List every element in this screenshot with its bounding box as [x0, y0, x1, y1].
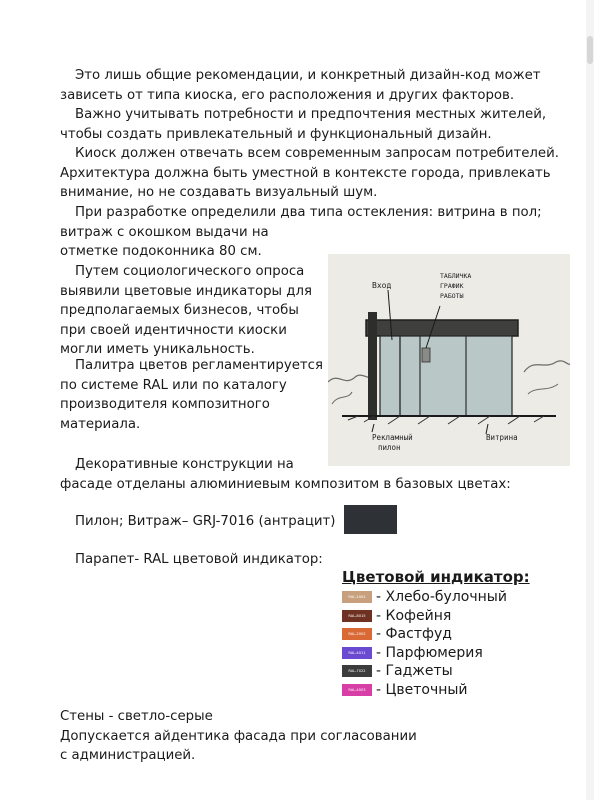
legend-list — [342, 588, 582, 699]
color-chip: RAL-7022 — [342, 665, 372, 677]
paragraph-decorative — [60, 455, 511, 494]
text-line: Путем социологического опроса — [75, 264, 305, 279]
text-line: зависеть от типа киоска, его расположения и других факторов. — [60, 87, 515, 103]
text-line: Это лишь общие рекомендации, и конкретный дизайн-код может — [75, 68, 541, 83]
text-line: производителя композитного — [60, 397, 270, 413]
text-line: Декоративные конструкции на — [75, 457, 294, 472]
text-line: внимание, но не создавать визуальный шум. — [60, 185, 378, 201]
legend-item — [342, 607, 582, 626]
paragraph-glazing-types — [60, 203, 542, 262]
text-line: Важно учитывать потребности и предпочтения местных жителей, — [75, 107, 547, 122]
legend-label: - Гаджеты — [376, 663, 453, 679]
label-pylon-1: Рекламный — [372, 433, 413, 442]
legend-label: - Кофейня — [376, 607, 452, 624]
color-chip: RAL-4003 — [342, 684, 372, 696]
text-line: Стены - светло-серые — [60, 709, 213, 724]
color-chip: RAL-1001 — [342, 591, 372, 603]
paragraph-walls — [60, 707, 417, 766]
text-line: витраж с окошком выдачи на — [60, 224, 269, 240]
text-line: Киоск должен отвечать всем современным запросам потребителей. — [75, 146, 559, 161]
text-line: фасаде отделаны алюминиевым композитом в базовых цветах: — [60, 476, 511, 492]
legend-item — [342, 644, 582, 663]
anthracite-swatch — [344, 505, 397, 534]
legend-item — [342, 662, 582, 681]
label-sign-2: ГРАФИК — [440, 282, 464, 290]
label-pylon-2: пилон — [378, 443, 401, 452]
pylon-glazing-color: Пилон; Витраж– GRJ-7016 (антрацит) — [75, 514, 336, 529]
text-line: Палитра цветов регламентируется — [75, 358, 323, 373]
vertical-scrollbar[interactable] — [586, 0, 594, 800]
legend-item — [342, 625, 582, 644]
legend-label: - Цветочный — [376, 681, 468, 698]
text-line: Допускается айдентика фасада при согласовании — [60, 728, 417, 744]
paragraph-palette — [60, 356, 323, 434]
legend-label: - Хлебо-булочный — [376, 589, 507, 605]
text-line: Архитектура должна быть уместной в контексте города, привлекать — [60, 165, 551, 181]
paragraph-kiosk-requirements — [60, 144, 559, 203]
text-line: материала. — [60, 416, 141, 432]
text-line: выявили цветовые индикаторы для — [60, 283, 312, 299]
legend-label: - Фастфуд — [376, 626, 452, 642]
label-showcase: Витрина — [486, 433, 518, 442]
text-line: отметке подоконника 80 см. — [60, 244, 262, 260]
kiosk-sketch — [328, 254, 570, 466]
scrollbar-thumb[interactable] — [587, 36, 593, 64]
legend-item — [342, 588, 582, 607]
text-line: при своей идентичности киоски — [60, 322, 287, 338]
text-line: предполагаемых бизнесов, чтобы — [60, 303, 299, 319]
text-line: по системе RAL или по каталогу — [60, 377, 287, 393]
legend-item — [342, 681, 582, 700]
legend-label: - Парфюмерия — [376, 644, 483, 661]
paragraph-resident-needs — [60, 105, 546, 144]
text-line: могли иметь уникальность. — [60, 342, 255, 358]
paragraph-survey — [60, 262, 312, 360]
color-indicator-legend — [342, 566, 582, 699]
parapet-color: Парапет- RAL цветовой индикатор: — [75, 552, 323, 567]
legend-title: Цветовой индикатор: — [342, 568, 530, 586]
label-sign-3: РАБОТЫ — [440, 292, 464, 300]
text-line: При разработке определили два типа остекления: витрина в пол; — [75, 205, 542, 220]
label-sign-1: ТАБЛИЧКА — [440, 272, 472, 280]
text-line: чтобы создать привлекательный и функциональный дизайн. — [60, 126, 492, 142]
paragraph-general-recommendations — [60, 66, 541, 105]
color-chip: RAL-2002 — [342, 628, 372, 640]
text-line: с администрацией. — [60, 748, 196, 764]
label-entrance: Вход — [372, 281, 392, 290]
kiosk-sketch-drawing — [328, 254, 570, 466]
color-chip: RAL-4011 — [342, 647, 372, 659]
color-chip: RAL-8015 — [342, 610, 372, 622]
